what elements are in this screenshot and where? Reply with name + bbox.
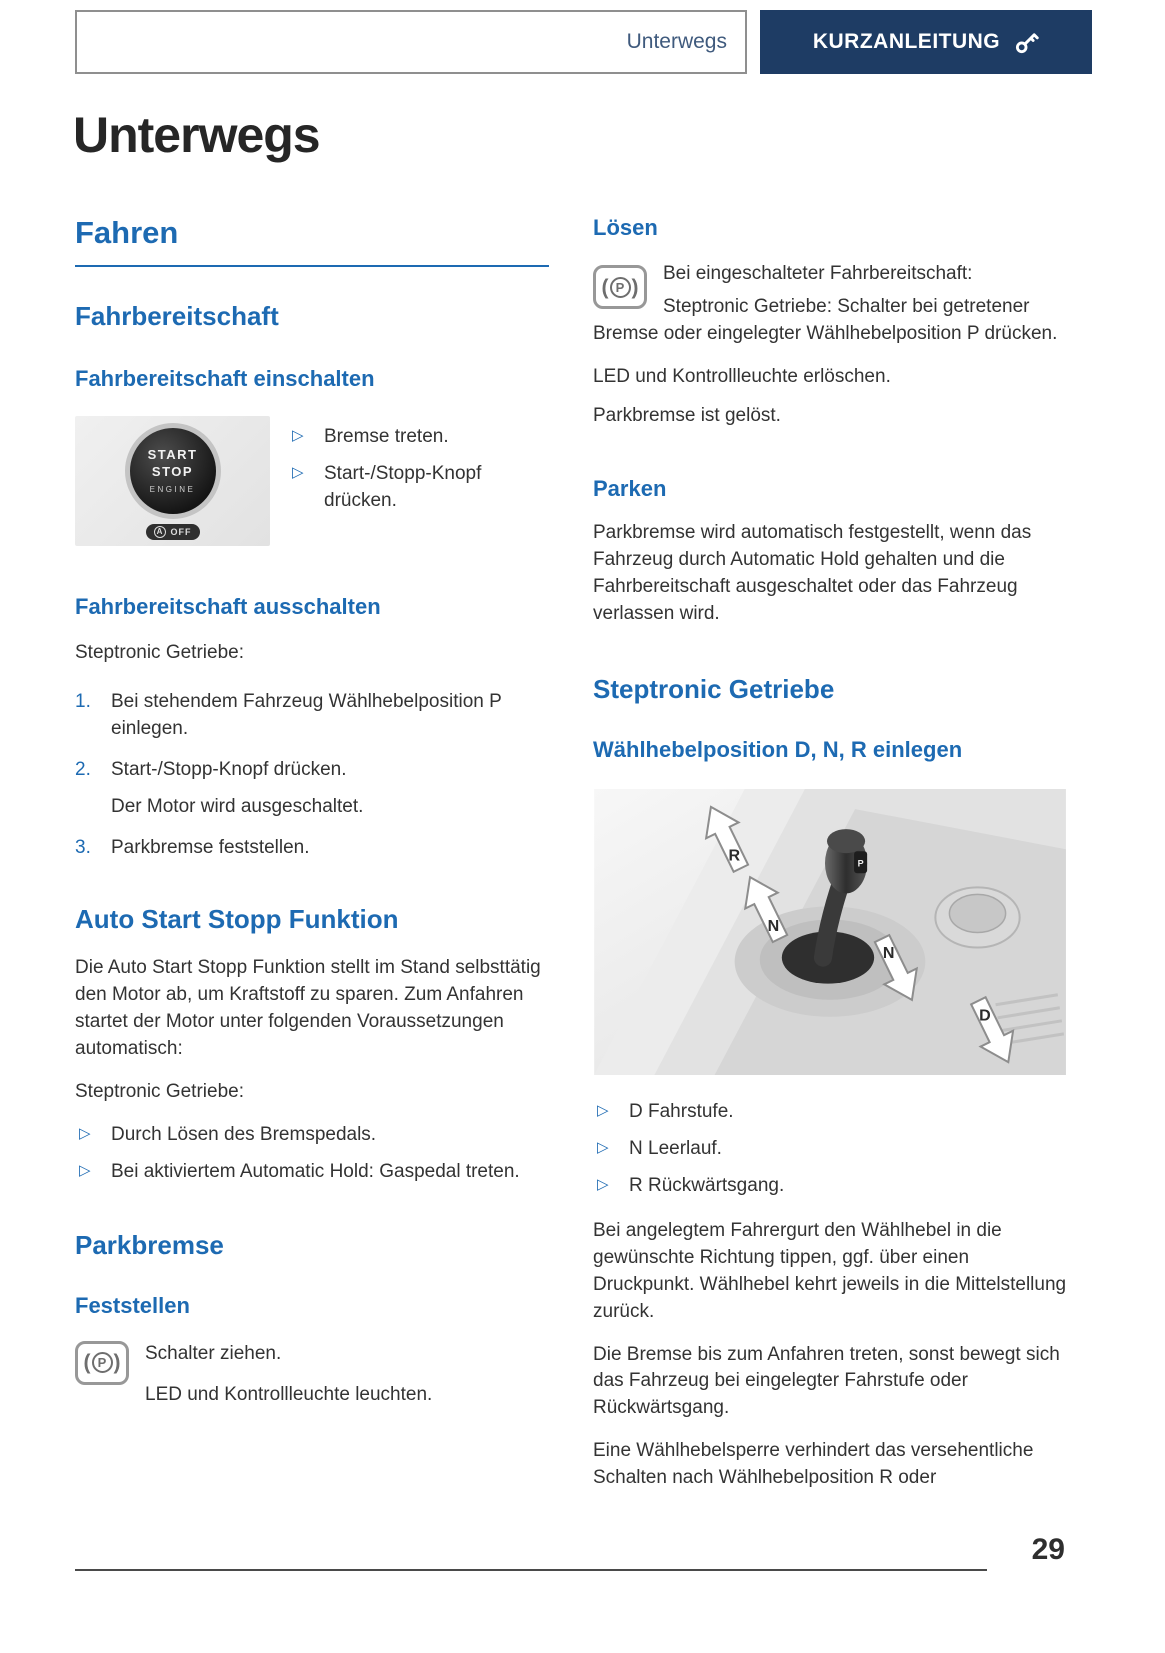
- feststellen-row: [75, 1341, 549, 1409]
- knob-p-button-label: P: [857, 857, 864, 868]
- gear-lever-knob: [825, 829, 867, 893]
- start-label: START: [147, 447, 198, 463]
- gear-position-list: [593, 1099, 1067, 1200]
- ausschalten-intro: Steptronic Getriebe:: [75, 642, 244, 663]
- feststellen-line: LED und Kontrollleuchte leuchten.: [145, 1383, 433, 1405]
- step-number: 1.: [75, 690, 91, 712]
- paren-left: [602, 277, 609, 298]
- list-item: [288, 461, 549, 515]
- loesen-paragraph: Steptronic Getriebe: Schalter bei getretener Bremse oder eingelegter Wählhebelposition P drücken.: [593, 295, 1058, 344]
- left-column: [75, 215, 549, 1492]
- step-text: Parkbremse feststellen.: [111, 836, 310, 858]
- heading-feststellen: Feststellen: [75, 1292, 190, 1318]
- loesen-paragraph: Parkbremse ist gelöst.: [593, 404, 781, 426]
- waehlhebel-paragraph: Eine Wählhebelsperre verhindert das versehentliche Schalten nach Wählhebelposition R oder: [593, 1440, 1034, 1489]
- triangle-bullet-icon: [75, 1122, 111, 1149]
- paren-left: [84, 1352, 91, 1373]
- numbered-step: [75, 835, 549, 862]
- badge-label: KURZANLEITUNG: [812, 30, 1001, 53]
- breadcrumb: Unterwegs: [626, 30, 727, 53]
- step-body: [111, 835, 549, 862]
- feststellen-line: Schalter ziehen.: [145, 1342, 282, 1364]
- step-subtext: Der Motor wird ausgeschaltet.: [111, 795, 364, 817]
- list-item: [288, 424, 549, 451]
- heading-fahrbereitschaft-ausschalten: Fahrbereitschaft ausschalten: [75, 594, 381, 619]
- parken-paragraph: Parkbremse wird automatisch festgestellt, wenn das Fahrzeug durch Automatic Hold gehalten und die Fahrbereitschaft ausgeschaltet oder das Fahrzeug verlassen wird.: [593, 521, 1032, 624]
- loesen-block: [593, 261, 1067, 348]
- list-item-text: R Rückwärtsgang.: [629, 1174, 785, 1196]
- auto-start-stopp-paragraph: Die Auto Start Stopp Funktion stellt im Stand selbsttätig den Motor ab, um Kraftstoff zu sparen. Zum Anfahren startet der Motor unter folgenden Voraussetzungen automatisch:: [75, 956, 541, 1059]
- stop-label: STOP: [151, 463, 194, 479]
- waehlhebel-paragraph: Bei angelegtem Fahrergurt den Wählhebel in die gewünschte Richtung tippen, ggf. über einen Druckpunkt. Wählhebel kehrt jeweils in die Mittelstellung zurück.: [593, 1219, 1067, 1322]
- heading-steptronic-getriebe: Steptronic Getriebe: [593, 673, 835, 704]
- loesen-paragraph: LED und Kontrollleuchte erlöschen.: [593, 365, 891, 387]
- step-text: Start-/Stopp-Knopf drücken.: [111, 758, 347, 780]
- step-body: [111, 757, 549, 821]
- paren-right: [114, 1352, 121, 1373]
- kurzanleitung-badge: [760, 10, 1092, 74]
- auto-start-stop-icon: A: [154, 526, 166, 538]
- list-item-text: D Fahrstufe.: [629, 1100, 734, 1122]
- auto-start-stopp-list: [75, 1122, 549, 1186]
- breadcrumb-box: [75, 10, 747, 74]
- step-text: Bei stehendem Fahrzeug Wählhebelposition P einlegen.: [111, 690, 502, 739]
- gear-arrow-label: N: [882, 943, 895, 962]
- step-number: 2.: [75, 758, 91, 780]
- ausschalten-steps: [75, 689, 549, 862]
- auto-start-stopp-intro: Steptronic Getriebe:: [75, 1080, 244, 1102]
- start-stop-button-image: [75, 416, 270, 546]
- auto-start-stop-off-indicator: [146, 524, 200, 540]
- triangle-bullet-icon: [288, 461, 324, 515]
- idrive-knob-top: [949, 894, 1005, 932]
- engine-label: ENGINE: [149, 484, 196, 494]
- parking-brake-icon: [593, 265, 647, 309]
- page-header: [75, 10, 1092, 74]
- triangle-bullet-icon: [593, 1173, 629, 1200]
- parking-brake-p: P: [92, 1352, 113, 1373]
- list-item: [593, 1173, 1067, 1200]
- list-item: [75, 1159, 549, 1186]
- numbered-step: [75, 689, 549, 743]
- list-item: [75, 1122, 549, 1149]
- einschalten-list: [270, 416, 549, 546]
- heading-auto-start-stopp: Auto Start Stopp Funktion: [75, 903, 399, 934]
- right-column: [593, 215, 1067, 1492]
- step-number: 3.: [75, 836, 91, 858]
- list-item: [593, 1099, 1067, 1126]
- list-item-text: Bremse treten.: [324, 426, 449, 447]
- gear-arrow-label: D: [979, 1006, 991, 1025]
- section-heading-fahren: Fahren: [75, 215, 549, 267]
- key-icon: [1014, 30, 1039, 55]
- gear-selector-illustration: [593, 789, 1067, 1075]
- loesen-paragraph: Bei eingeschalteter Fahrbereitschaft:: [663, 263, 973, 284]
- heading-fahrbereitschaft-einschalten: Fahrbereitschaft einschalten: [75, 366, 375, 391]
- page-title: Unterwegs: [73, 107, 320, 163]
- list-item-text: Bei aktiviertem Automatic Hold: Gaspedal treten.: [111, 1160, 520, 1182]
- feststellen-text: [145, 1341, 432, 1409]
- triangle-bullet-icon: [593, 1136, 629, 1163]
- heading-parken: Parken: [593, 475, 667, 501]
- triangle-bullet-icon: [75, 1159, 111, 1186]
- numbered-step: [75, 757, 549, 821]
- list-item-text: Durch Lösen des Bremspedals.: [111, 1123, 377, 1145]
- triangle-bullet-icon: [593, 1099, 629, 1126]
- parking-brake-icon: [75, 1341, 129, 1385]
- paren-right: [632, 277, 639, 298]
- heading-loesen: Lösen: [593, 215, 658, 240]
- heading-parkbremse: Parkbremse: [75, 1229, 224, 1260]
- off-label: OFF: [170, 526, 192, 537]
- list-item-text: Start-/Stopp-Knopf drücken.: [324, 462, 482, 511]
- page-number: 29: [1031, 1533, 1065, 1566]
- heading-fahrbereitschaft: Fahrbereitschaft: [75, 301, 279, 331]
- gear-arrow-label: R: [728, 846, 741, 865]
- heading-waehlhebelposition: Wählhebelposition D, N, R einlegen: [593, 736, 963, 762]
- list-item-text: N Leerlauf.: [629, 1137, 722, 1159]
- einschalten-figure-row: [75, 416, 549, 546]
- list-item: [593, 1136, 1067, 1163]
- step-body: [111, 689, 549, 743]
- parking-brake-p: P: [610, 277, 631, 298]
- waehlhebel-paragraph: Die Bremse bis zum Anfahren treten, sonst bewegt sich das Fahrzeug bei eingelegter Fahrstufe oder Rückwärtsgang.: [593, 1343, 1060, 1419]
- start-stop-engine-button: [125, 423, 221, 519]
- content-columns: [75, 215, 1090, 1492]
- triangle-bullet-icon: [288, 424, 324, 451]
- footer-rule: [75, 1569, 987, 1571]
- gear-arrow-label: N: [767, 916, 780, 935]
